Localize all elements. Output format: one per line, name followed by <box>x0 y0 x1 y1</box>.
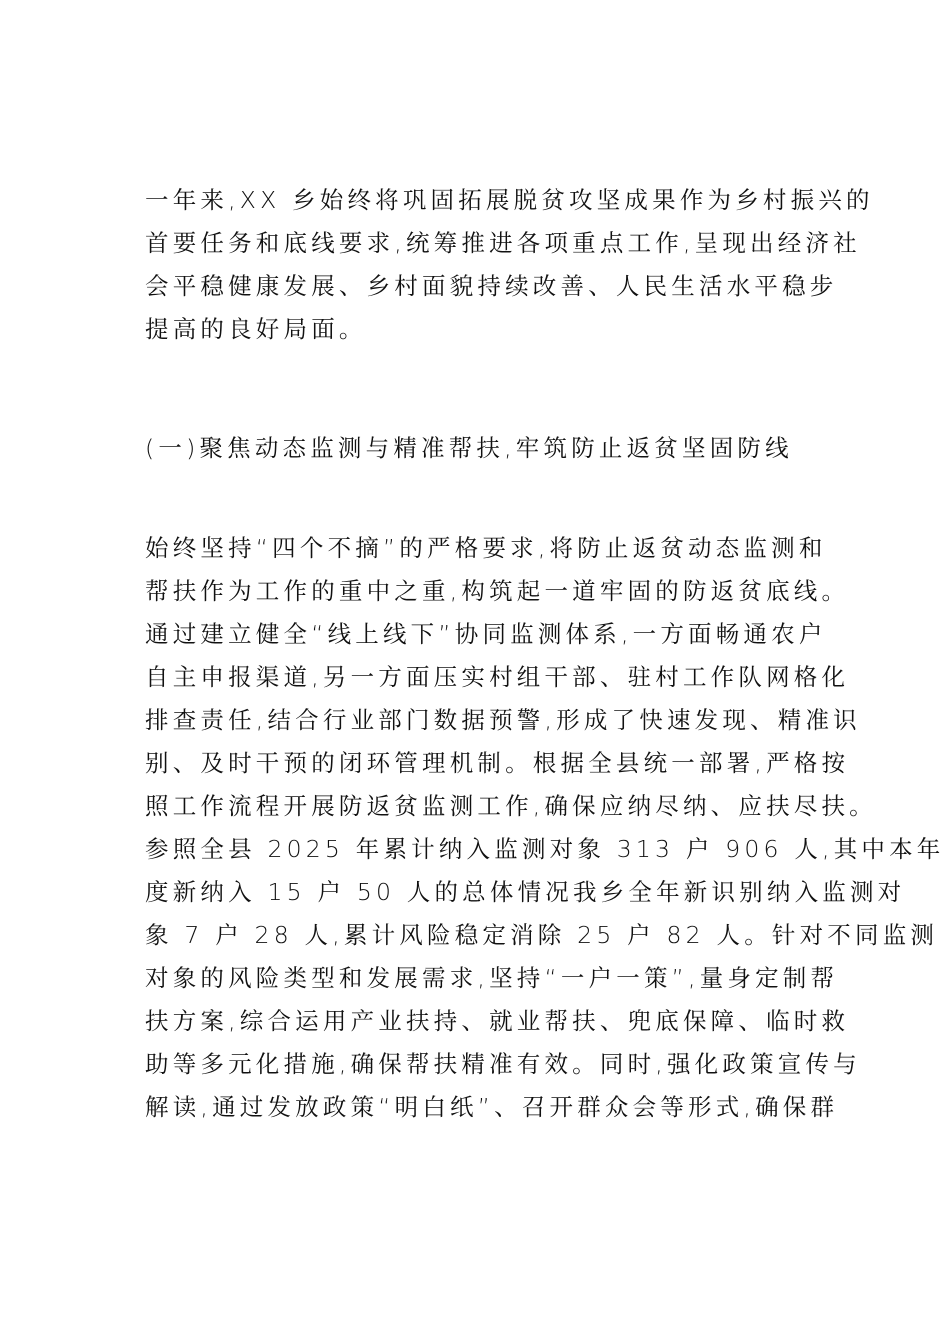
paragraph-2-line-13: 助等多元化措施,确保帮扶精准有效。同时,强化政策宣传与 <box>145 1050 861 1078</box>
paragraph-1-line-4: 提高的良好局面。 <box>145 315 367 343</box>
paragraph-1-line-3: 会平稳健康发展、乡村面貌持续改善、人民生活水平稳步 <box>145 272 838 300</box>
paragraph-2-line-11: 对象的风险类型和发展需求,坚持“一户一策”,量身定制帮 <box>145 964 839 992</box>
paragraph-2-line-8: 参照全县 2025 年累计纳入监测对象 313 户 906 人,其中本年 <box>145 835 945 863</box>
paragraph-2-line-6: 别、及时干预的闭环管理机制。根据全县统一部署,严格按 <box>145 749 850 777</box>
paragraph-2-line-3: 通过建立健全“线上线下”协同监测体系,一方面畅通农户 <box>145 620 827 648</box>
paragraph-2-line-4: 自主申报渠道,另一方面压实村组干部、驻村工作队网格化 <box>145 663 850 691</box>
paragraph-2-line-5: 排查责任,结合行业部门数据预警,形成了快速发现、精准识 <box>145 706 861 734</box>
paragraph-2-line-10: 象 7 户 28 人,累计风险稳定消除 25 户 82 人。针对不同监测 <box>145 921 939 949</box>
paragraph-2-line-14: 解读,通过发放政策“明白纸”、召开群众会等形式,确保群 <box>145 1093 839 1121</box>
paragraph-2-line-12: 扶方案,综合运用产业扶持、就业帮扶、兜底保障、临时救 <box>145 1007 850 1035</box>
paragraph-2-line-2: 帮扶作为工作的重中之重,构筑起一道牢固的防返贫底线。 <box>145 577 850 605</box>
paragraph-1-line-1: 一年来,XX 乡始终将巩固拓展脱贫攻坚成果作为乡村振兴的 <box>145 186 874 214</box>
paragraph-2-line-9: 度新纳入 15 户 50 人的总体情况我乡全年新识别纳入监测对 <box>145 878 906 906</box>
paragraph-2-line-1: 始终坚持“四个不摘”的严格要求,将防止返贫动态监测和 <box>145 534 827 562</box>
section-heading: (一)聚焦动态监测与精准帮扶,牢筑防止返贫坚固防线 <box>145 434 793 462</box>
paragraph-1-line-2: 首要任务和底线要求,统筹推进各项重点工作,呈现出经济社 <box>145 229 861 257</box>
paragraph-2-line-7: 照工作流程开展防返贫监测工作,确保应纳尽纳、应扶尽扶。 <box>145 792 877 820</box>
